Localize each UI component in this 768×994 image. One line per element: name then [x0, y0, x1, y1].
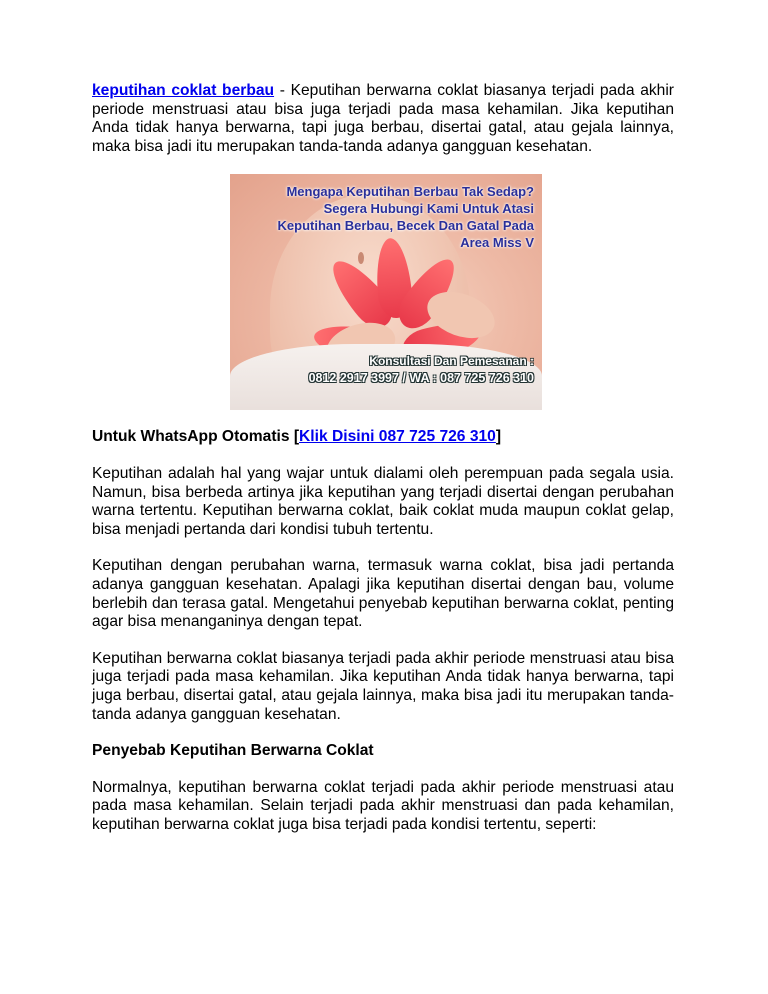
- banner-line-4: Area Miss V: [460, 235, 534, 251]
- banner-contact-label: Konsultasi Dan Pemesanan :: [369, 354, 534, 369]
- whatsapp-link[interactable]: Klik Disini 087 725 726 310: [299, 428, 496, 446]
- whatsapp-suffix: ]: [495, 428, 502, 446]
- banner-line-2: Segera Hubungi Kami Untuk Atasi: [323, 201, 534, 217]
- promo-banner-image: [230, 174, 542, 410]
- intro-text: - Keputihan berwarna coklat biasanya terjadi pada akhir periode menstruasi atau bisa juga terjadi pada masa kehamilan. Jika keputihan Anda tidak hanya berwarna, tapi juga berbau, disertai gatal, atau gejala lainnya, maka bisa jadi itu merupakan tanda-tanda adanya gangguan kesehatan.: [92, 82, 674, 155]
- paragraph-1: Keputihan adalah hal yang wajar untuk dialami oleh perempuan pada segala usia. Namun, bisa berbeda artinya jika keputihan yang terjadi disertai dengan perubahan warna tertentu. Keputihan berwarna coklat, baik coklat muda maupun coklat gelap, bisa menjadi pertanda dari kondisi tubuh tertentu.: [92, 464, 674, 538]
- intro-paragraph: [92, 82, 674, 156]
- document-page: [92, 82, 674, 834]
- paragraph-2: Keputihan dengan perubahan warna, termasuk warna coklat, bisa jadi pertanda adanya gangguan kesehatan. Apalagi jika keputihan disertai dengan bau, volume berlebih dan terasa gatal. Mengetahui penyebab keputihan berwarna coklat, penting agar bisa menanganinya dengan tepat.: [92, 557, 674, 631]
- banner-contact-numbers: 0812 2917 3997 / WA : 087 725 726 310: [308, 371, 534, 386]
- paragraph-3: Keputihan berwarna coklat biasanya terjadi pada akhir periode menstruasi atau bisa juga terjadi pada masa kehamilan. Jika keputihan Anda tidak hanya berwarna, tapi juga berbau, disertai gatal, atau gejala lainnya, maka bisa jadi itu merupakan tanda-tanda adanya gangguan kesehatan.: [92, 649, 674, 723]
- whatsapp-line: [92, 428, 674, 447]
- banner-line-1: Mengapa Keputihan Berbau Tak Sedap?: [286, 184, 534, 200]
- keyword-link[interactable]: keputihan coklat berbau: [92, 82, 275, 99]
- banner-line-3: Keputihan Berbau, Becek Dan Gatal Pada: [277, 218, 534, 234]
- section-heading: Penyebab Keputihan Berwarna Coklat: [92, 742, 374, 760]
- section-paragraph: Normalnya, keputihan berwarna coklat terjadi pada akhir periode menstruasi atau pada masa kehamilan. Selain terjadi pada akhir menstruasi dan pada kehamilan, keputihan berwarna coklat juga bisa terjadi pada kondisi tertentu, seperti:: [92, 778, 674, 833]
- whatsapp-prefix: Untuk WhatsApp Otomatis [: [92, 428, 300, 446]
